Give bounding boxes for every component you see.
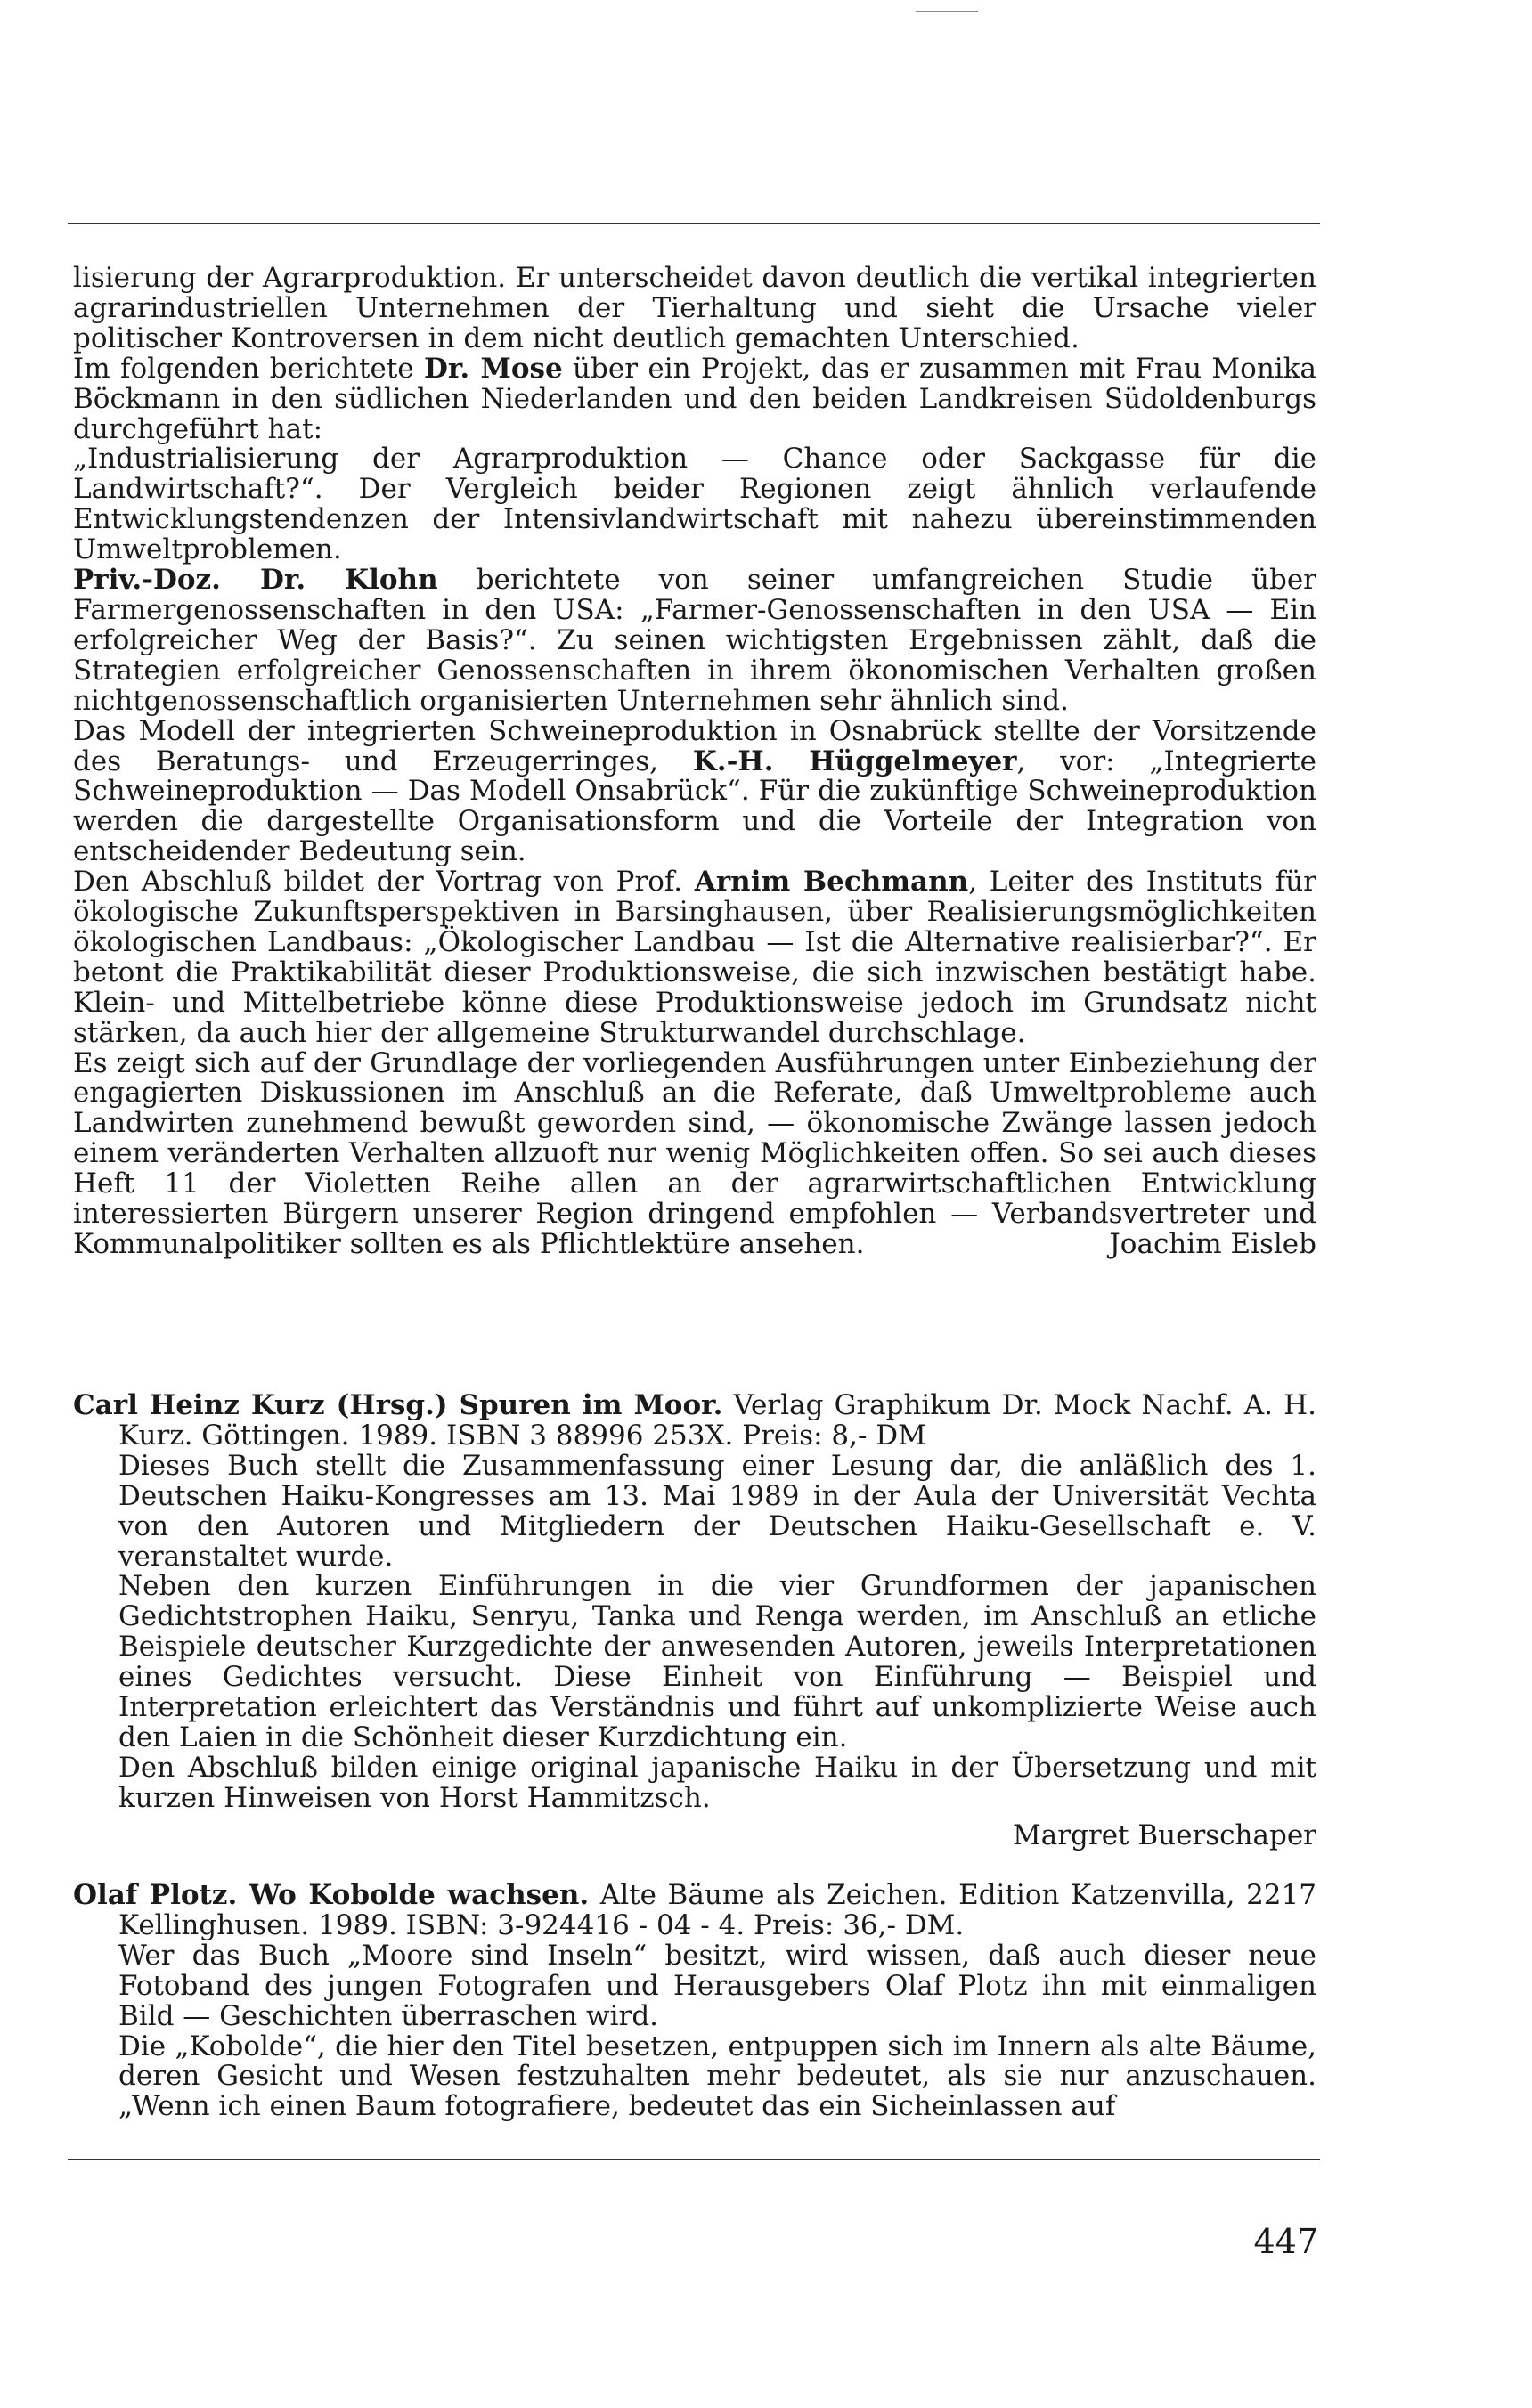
person-name: Arnim Bechmann	[694, 866, 969, 899]
book-citation: Olaf Plotz. Wo Kobolde wachsen. Alte Bäume als Zeichen. Edition Katzenvilla, 2217 Kellinghusen. 1989. ISBN: 3-924416 - 04 - 4. Preis: 36,- DM.	[73, 1879, 1316, 1941]
paragraph: Den Abschluß bilden einige original japanische Haiku in der Übersetzung und mit kurzen Hinweisen von Horst Hammitzsch.	[118, 1751, 1316, 1814]
paragraph: lisierung der Agrarproduktion. Er unterscheidet davon deutlich die vertikal integrierten agrarindustriellen Unternehmen der Tierhaltung und sieht die Ursache vieler politischer Kontroversen in dem nicht deutlich gemachten Unterschied.	[73, 262, 1316, 354]
paragraph: Die „Kobolde“, die hier den Titel besetzen, entpuppen sich im Innern als alte Bäume, deren Gesicht und Wesen festzuhalten mehr bedeutet, als sie nur anzuschauen. „Wenn ich einen Baum fotografiere, bedeutet das ein Sicheinlassen auf	[118, 2030, 1316, 2123]
paragraph: „Industrialisierung der Agrarproduktion — Chance oder Sackgasse für die Landwirtschaft?“. Der Vergleich beider Regionen zeigt ähnlich verlaufende Entwicklungstendenzen der Intensivlandwirtschaft mit nahezu übereinstimmenden Umweltproblemen.	[73, 443, 1316, 566]
person-name: K.-H. Hüggelmeyer	[692, 744, 1017, 777]
top-rule	[68, 223, 1320, 224]
review-continuation	[73, 264, 1316, 1260]
paragraph: Im folgenden berichtete Dr. Mose über ein Projekt, das er zusammen mit Frau Monika Böckmann in den südlichen Niederlanden und den beiden Landkreisen Südoldenburgs durchgeführt hat:	[73, 352, 1316, 445]
paragraph: Dieses Buch stellt die Zusammenfassung einer Lesung dar, die anläßlich des 1. Deutschen Haiku-Kongresses am 13. Mai 1989 in der Aula der Universität Vechta von den Autoren und Mitgliedern der Deutschen Haiku-Gesellschaft e. V. veranstaltet wurde.	[118, 1449, 1316, 1573]
paragraph: Priv.-Doz. Dr. Klohn berichtete von seiner umfangreichen Studie über Farmergenossenschaften in den USA: „Farmer-Genossenschaften in den USA — Ein erfolgreicher Weg der Basis?“. Zu seinen wichtigsten Ergebnissen zählt, daß die Strategien erfolgreicher Genossenschaften in ihrem ökonomischen Verhalten großen nichtgenossenschaftlich organisierten Unternehmen sehr ähnlich sind.	[73, 564, 1316, 717]
review-author: Margret Buerschaper	[1013, 1818, 1316, 1851]
bottom-rule	[68, 2159, 1320, 2160]
paragraph: Neben den kurzen Einführungen in die vier Grundformen der japanischen Gedichtstrophen Haiku, Senryu, Tanka und Renga werden, im Anschluß an etliche Beispiele deutscher Kurzgedichte der anwesenden Autoren, jeweils Interpretationen eines Gedichtes versucht. Diese Einheit von Einführung — Beispiel und Interpretation erleichtert das Verständnis und führt auf unkomplizierte Weise auch den Laien in die Schönheit dieser Kurzdichtung ein.	[118, 1570, 1316, 1753]
paragraph: Wer das Buch „Moore sind Inseln“ besitzt, wird wissen, daß auch dieser neue Fotoband des jungen Fotografen und Herausgebers Olaf Plotz ihn mit einmaligen Bild — Geschichten überraschen wird.	[118, 1939, 1316, 2032]
crop-mark	[916, 11, 978, 12]
review-plotz	[73, 1881, 1316, 2122]
page-number: 447	[1253, 2222, 1318, 2261]
paragraph: Den Abschluß bildet der Vortrag von Prof. Arnim Bechmann, Leiter des Instituts für ökologische Zukunftsperspektiven in Barsinghausen, über Realisierungsmöglichkeiten ökologischen Landbaus: „Ökologischer Landbau — Ist die Alternative realisierbar?“. Er betont die Praktikabilität dieser Produktionsweise, die sich inzwischen bestätigt habe. Klein- und Mittelbetriebe könne diese Produktionsweise jedoch im Grundsatz nicht stärken, da auch hier der allgemeine Strukturwandel durchschlage.	[73, 866, 1316, 1049]
book-title: Carl Heinz Kurz (Hrsg.) Spuren im Moor.	[73, 1389, 723, 1421]
book-citation: Carl Heinz Kurz (Hrsg.) Spuren im Moor. Verlag Graphikum Dr. Mock Nachf. A. H. Kurz. Göttingen. 1989. ISBN 3 88996 253X. Preis: 8,- DM	[73, 1389, 1316, 1452]
review-author: Joachim Eisleb	[1109, 1227, 1316, 1260]
book-title: Olaf Plotz. Wo Kobolde wachsen.	[73, 1879, 590, 1911]
person-name: Dr. Mose	[424, 352, 563, 385]
review-kurz	[73, 1391, 1316, 1851]
paragraph: Es zeigt sich auf der Grundlage der vorliegenden Ausführungen unter Einbeziehung der engagierten Diskussionen im Anschluß an die Referate, daß Umweltprobleme auch Landwirten zunehmend bewußt geworden sind, — ökonomische Zwänge lassen jedoch einem veränderten Verhalten allzuoft nur wenig Möglichkeiten offen. So sei auch dieses Heft 11 der Violetten Reihe allen an der agrarwirtschaftlichen Entwicklung interessierten Bürgern unserer Region dringend empfohlen — Verbandsvertreter und Kommunalpolitiker sollten es als Pflichtlektüre ansehen.	[73, 1046, 1316, 1260]
person-name: Priv.-Doz. Dr. Klohn	[73, 564, 438, 597]
paragraph: Das Modell der integrierten Schweineproduktion in Osnabrück stellte der Vorsitzende des Beratungs- und Erzeugerringes, K.-H. Hüggelmeyer, vor: „Integrierte Schweineproduktion — Das Modell Onsabrück“. Für die zukünftige Schweineproduktion werden die dargestellte Organisationsform und die Vorteile der Integration von entscheidender Bedeutung sein.	[73, 714, 1317, 868]
